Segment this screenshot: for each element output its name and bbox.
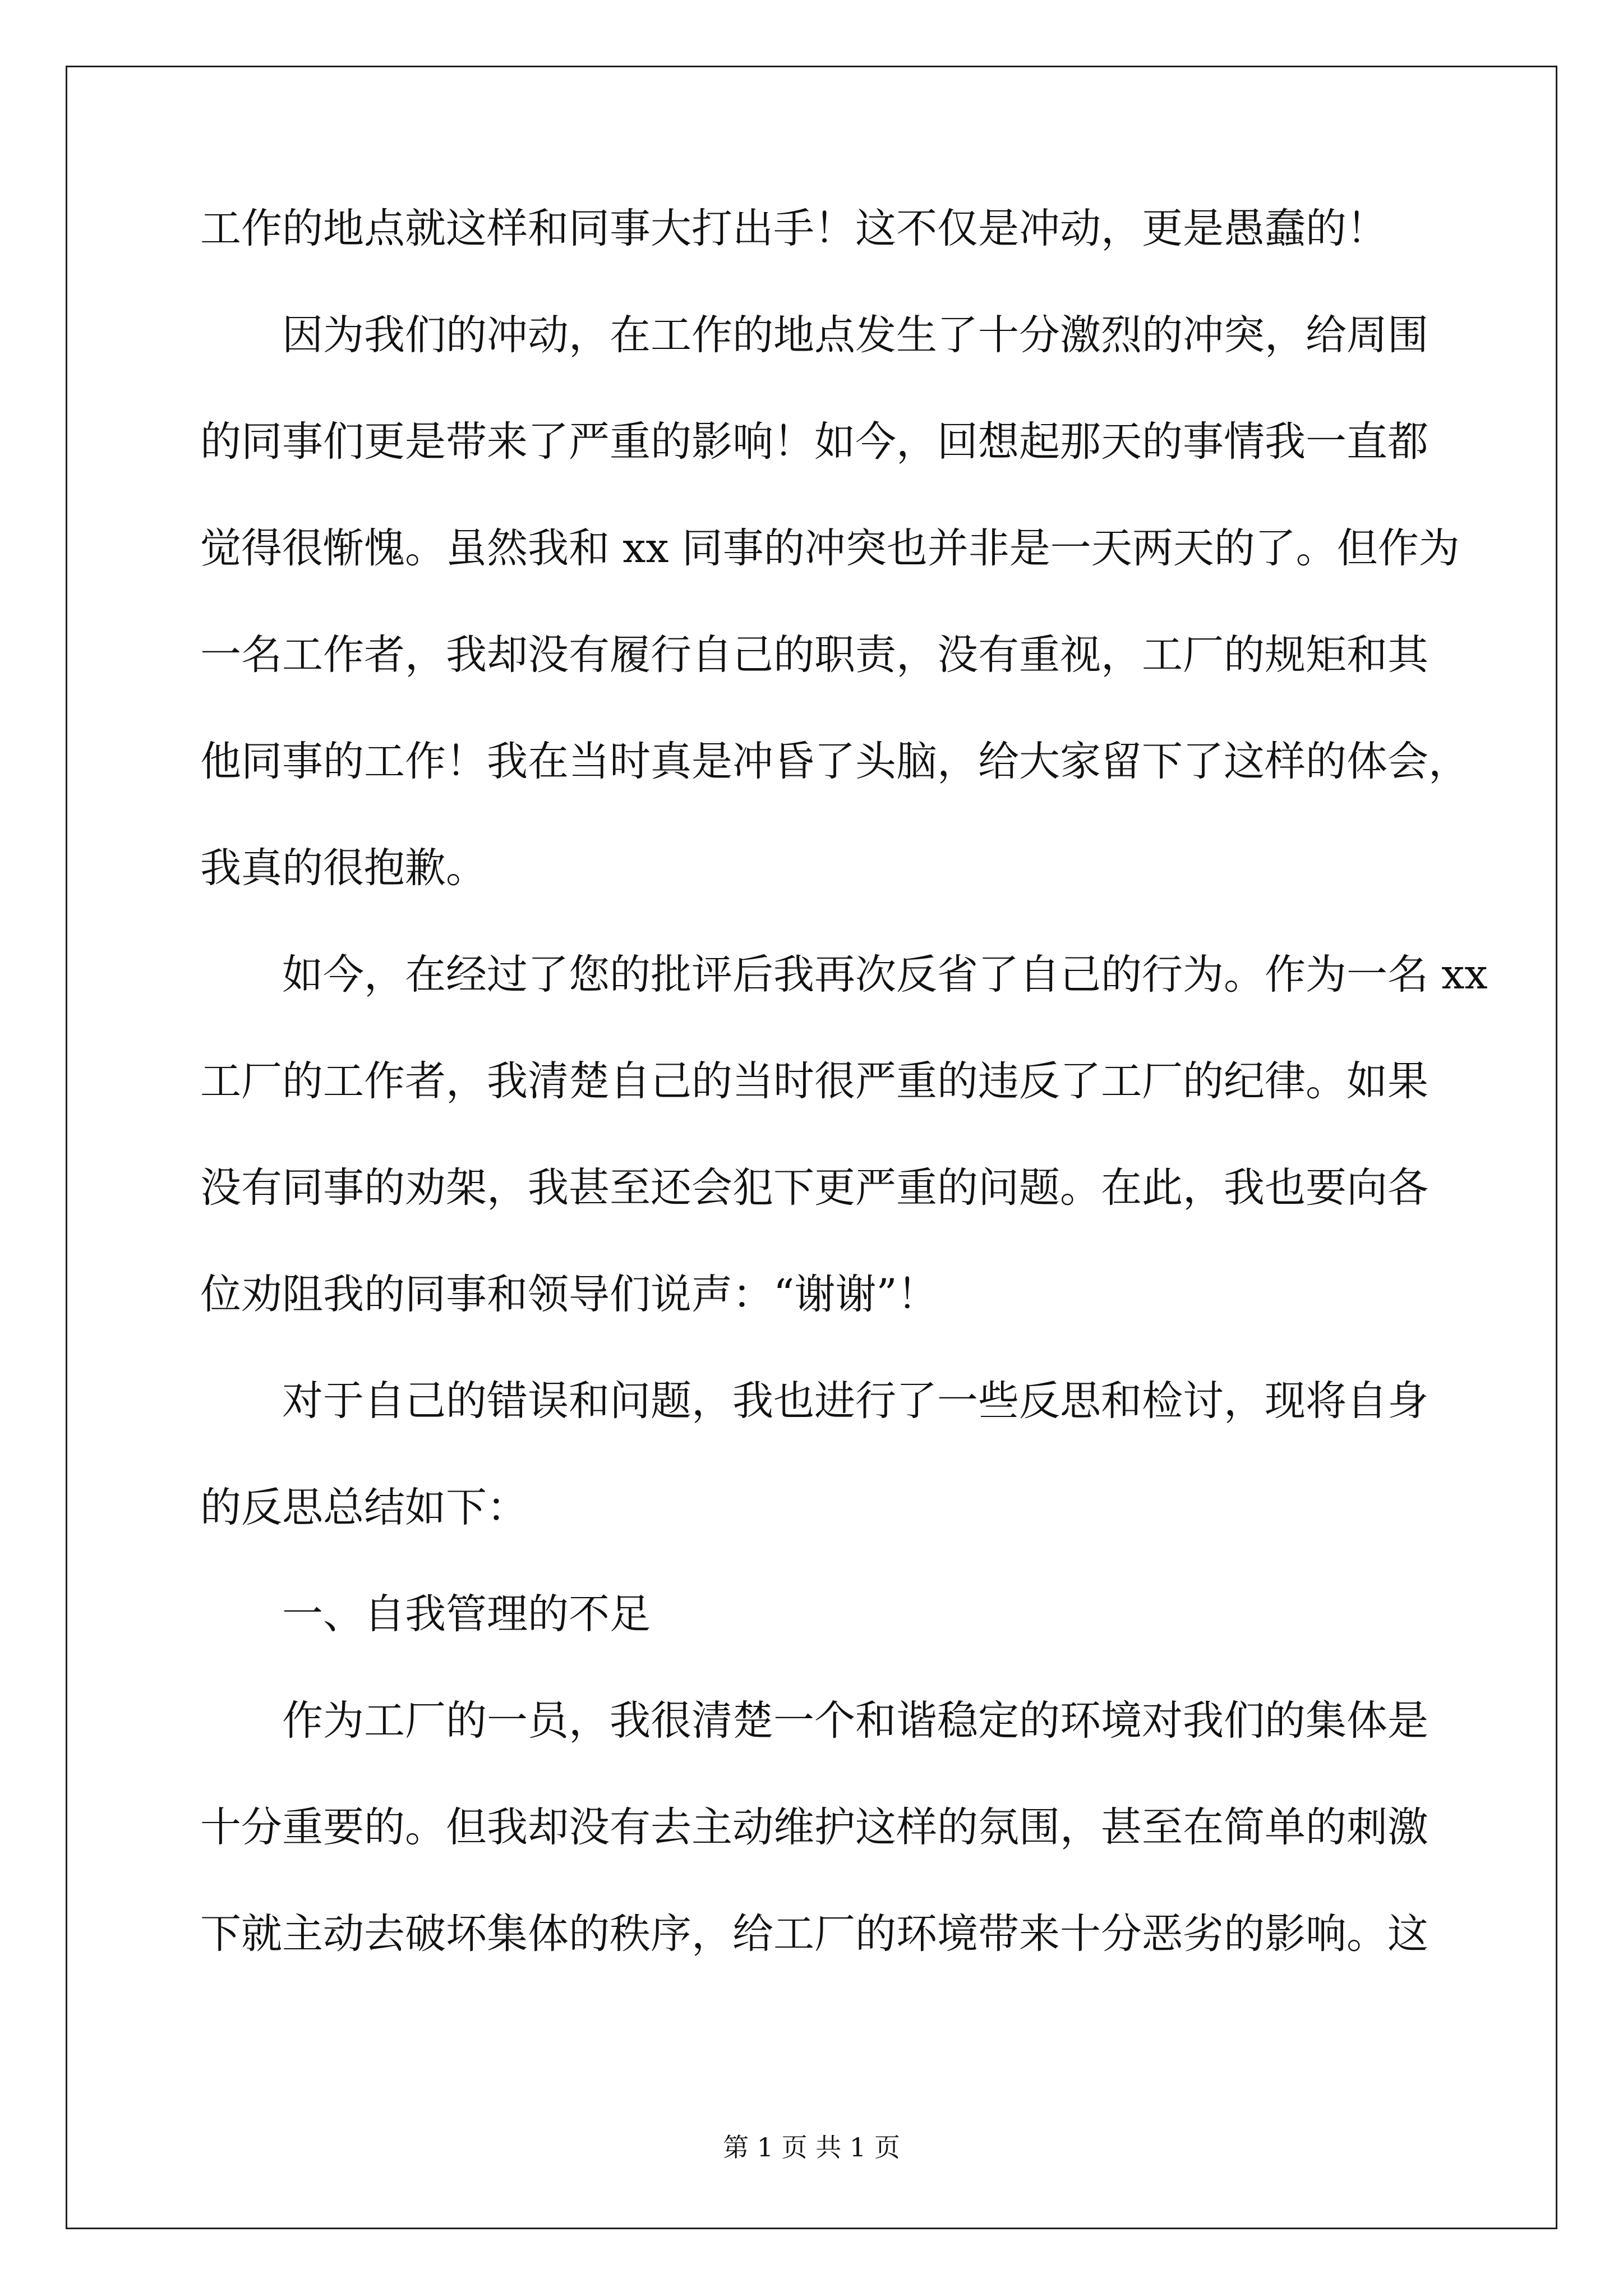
page-footer: 第 1 页 共 1 页 bbox=[723, 2132, 900, 2162]
page-border bbox=[66, 66, 1557, 2229]
text-line: 他同事的工作！我在当时真是冲昏了头脑，给大家留下了这样的体会， bbox=[200, 738, 1469, 785]
text-line: 对于自己的错误和问题，我也进行了一些反思和检讨，现将自身 bbox=[282, 1377, 1428, 1425]
text-line: 觉得很惭愧。虽然我和 xx 同事的冲突也并非是一天两天的了。但作为 bbox=[200, 524, 1460, 572]
text-line: 没有同事的劝架，我甚至还会犯下更严重的问题。在此，我也要向各 bbox=[200, 1164, 1428, 1212]
section-heading: 一、自我管理的不足 bbox=[282, 1590, 651, 1638]
text-line: 因为我们的冲动，在工作的地点发生了十分激烈的冲突，给周围 bbox=[282, 311, 1428, 359]
text-line: 一名工作者，我却没有履行自己的职责，没有重视，工厂的规矩和其 bbox=[200, 631, 1428, 679]
text-line: 如今，在经过了您的批评后我再次反省了自己的行为。作为一名 xx bbox=[282, 951, 1488, 999]
text-line: 的同事们更是带来了严重的影响！如今，回想起那天的事情我一直都 bbox=[200, 418, 1428, 466]
text-line: 我真的很抱歉。 bbox=[200, 844, 487, 892]
text-line: 的反思总结如下： bbox=[200, 1484, 528, 1531]
text-line: 工厂的工作者，我清楚自己的当时很严重的违反了工厂的纪律。如果 bbox=[200, 1057, 1428, 1105]
text-line: 位劝阻我的同事和领导们说声：“谢谢”！ bbox=[200, 1271, 938, 1318]
text-line: 工作的地点就这样和同事大打出手！这不仅是冲动，更是愚蠢的！ bbox=[200, 205, 1387, 252]
text-line: 十分重要的。但我却没有去主动维护这样的氛围，甚至在简单的刺激 bbox=[200, 1803, 1428, 1851]
text-line: 作为工厂的一员，我很清楚一个和谐稳定的环境对我们的集体是 bbox=[282, 1697, 1428, 1745]
text-line: 下就主动去破坏集体的秩序，给工厂的环境带来十分恶劣的影响。这 bbox=[200, 1910, 1428, 1958]
